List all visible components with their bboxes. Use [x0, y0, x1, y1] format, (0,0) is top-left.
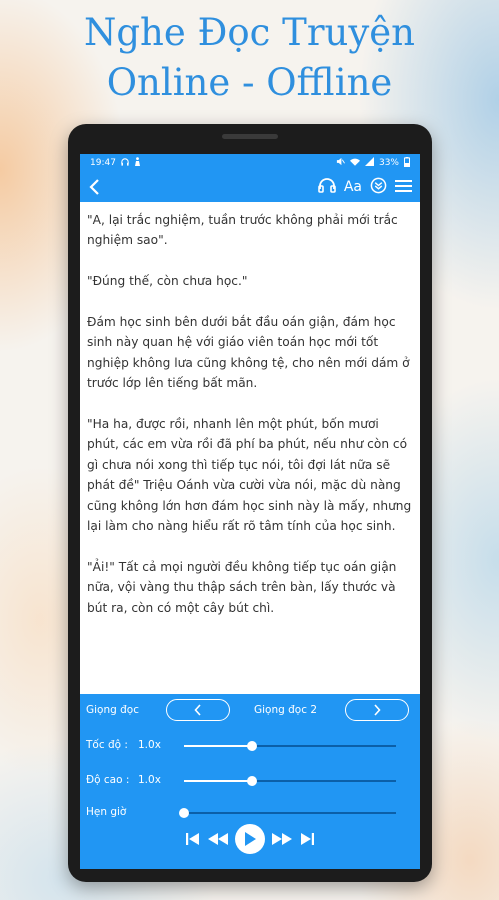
battery-icon	[404, 157, 410, 170]
headphones-status-icon	[121, 158, 129, 169]
skip-next-icon	[299, 832, 315, 846]
playback-controls	[80, 823, 420, 855]
menu-button[interactable]	[395, 178, 412, 197]
phone-screen	[80, 154, 420, 869]
play-icon	[243, 831, 257, 847]
paragraph: Đám học sinh bên dưới bắt đầu oán giận, đám học sinh này quan hệ với giáo viên toán học mới tốt nghiệp không lưa cũng không tệ, cho nên mới dám ở trước lớp lên tiếng bất mãn.	[87, 315, 410, 391]
pitch-slider-fill	[184, 780, 252, 782]
pitch-slider[interactable]	[184, 780, 396, 782]
next-voice-button[interactable]	[345, 699, 409, 721]
phone-frame	[68, 124, 432, 882]
speed-slider-thumb[interactable]	[247, 741, 257, 751]
auto-scroll-button[interactable]	[370, 177, 387, 198]
pitch-label: Độ cao :	[86, 774, 130, 786]
font-settings-button[interactable]: Aa	[343, 179, 362, 195]
reader-toolbar	[80, 172, 420, 202]
speed-value: 1.0x	[138, 739, 161, 751]
skip-previous-icon	[185, 832, 201, 846]
voice-value: Giọng đọc 2	[254, 704, 318, 716]
chapter-text[interactable]	[80, 202, 420, 694]
headphones-icon	[318, 177, 336, 193]
scroll-down-icon	[370, 177, 387, 194]
fast-forward-button[interactable]	[271, 832, 293, 846]
status-bar	[80, 154, 420, 172]
paragraph: "A, lại trắc nghiệm, tuần trước không phải mới trắc nghiệm sao".	[87, 213, 398, 248]
rewind-button[interactable]	[207, 832, 229, 846]
headline-line-1: Nghe Đọc Truyện	[84, 11, 415, 54]
timer-row	[80, 801, 420, 825]
battery-text: 33%	[378, 158, 399, 168]
pitch-row	[80, 769, 420, 793]
pitch-value: 1.0x	[138, 774, 161, 786]
tts-player-panel	[80, 694, 420, 869]
status-time: 19:47	[90, 158, 116, 168]
timer-label: Hẹn giờ	[86, 806, 127, 818]
timer-slider-thumb[interactable]	[179, 808, 189, 818]
listen-button[interactable]	[318, 177, 336, 197]
mute-icon	[336, 157, 345, 169]
skip-next-button[interactable]	[299, 832, 315, 846]
paragraph: "Đúng thế, còn chưa học."	[87, 274, 248, 289]
skip-previous-button[interactable]	[185, 832, 201, 846]
chevron-left-icon	[88, 178, 102, 196]
menu-icon	[395, 179, 412, 193]
rewind-icon	[207, 832, 229, 846]
chevron-left-icon	[194, 704, 202, 716]
voice-label: Giọng đọc	[86, 704, 139, 716]
previous-voice-button[interactable]	[166, 699, 230, 721]
speed-row	[80, 734, 420, 758]
speed-label: Tốc độ :	[86, 739, 128, 751]
paragraph: "Ải!" Tất cả mọi người đều không tiếp tục oán giận nữa, vội vàng thu thập sách trên bàn, lấy thước và bút ra, còn có một cây bút chì.	[87, 559, 397, 615]
pitch-slider-thumb[interactable]	[247, 776, 257, 786]
chevron-right-icon	[373, 704, 381, 716]
back-button[interactable]	[88, 178, 102, 196]
wifi-icon	[350, 158, 360, 169]
headline-line-2: Online - Offline	[106, 61, 393, 104]
paragraph: "Ha ha, được rồi, nhanh lên một phút, bốn mươi phút, các em vừa rồi đã phí ba phút, nếu như còn có gì chưa nói xong thì tiếp tục nói, tôi đợi lát nữa sẽ phát đề" Triệu Oánh vừa cười vừa nói, mặc dù nàng cũng không lớn hơn đám học sinh này là mấy, nhưng lại làm cho nàng hiểu rất rõ tâm tính của học sinh.	[87, 417, 412, 534]
play-button[interactable]	[235, 824, 265, 854]
person-icon	[134, 157, 141, 169]
signal-icon	[365, 157, 374, 169]
phone-speaker	[222, 134, 278, 139]
voice-row	[80, 699, 420, 723]
promo-headline	[0, 8, 499, 108]
speed-slider[interactable]	[184, 745, 396, 747]
fast-forward-icon	[271, 832, 293, 846]
speed-slider-fill	[184, 745, 252, 747]
timer-slider[interactable]	[184, 812, 396, 814]
